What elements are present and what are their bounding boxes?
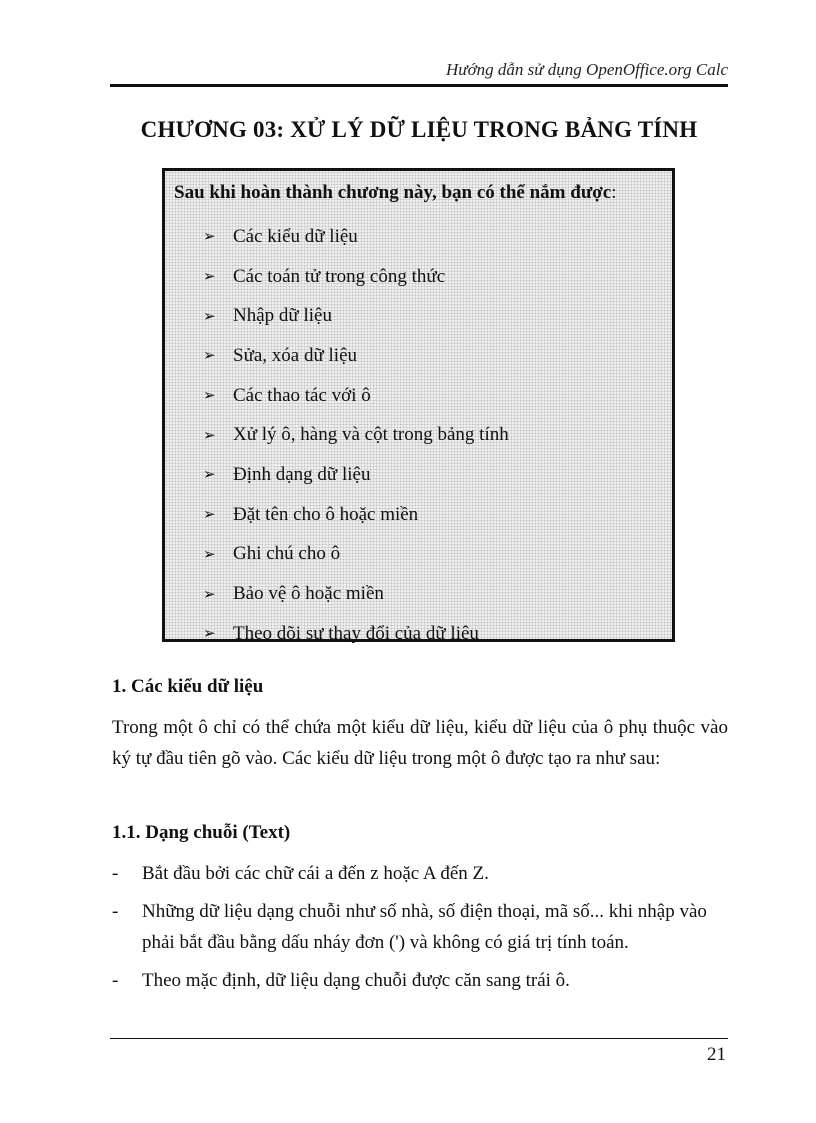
arrow-bullet-icon: ➢ [203,229,216,246]
objective-text: Đặt tên cho ô hoặc miền [233,503,419,525]
objective-item [203,257,509,297]
objective-item [203,296,509,336]
objective-item [203,535,509,575]
objectives-box [162,168,675,642]
objective-text: Nhập dữ liệu [233,305,332,327]
arrow-bullet-icon: ➢ [203,308,216,325]
bullet-item [112,965,728,996]
bullet-item [112,858,728,889]
objective-item [203,455,509,495]
page-number: 21 [707,1044,726,1065]
objective-text: Theo dõi sự thay đổi của dữ liệu [233,622,479,644]
section-paragraph: Trong một ô chỉ có thể chứa một kiểu dữ liệu, kiểu dữ liệu của ô phụ thuộc vào ký tự đầu tiên gõ vào. Các kiểu dữ liệu trong một ô được tạo ra như sau: [112,717,728,769]
arrow-bullet-icon: ➢ [203,388,216,405]
bullet-dash: - [112,863,119,884]
bullet-item [112,896,728,958]
footer-rule [110,1038,728,1039]
objectives-list [203,217,509,654]
objective-text: Xử lý ô, hàng và cột trong bảng tính [233,424,509,446]
objectives-intro-text: Sau khi hoàn thành chương này, bạn có thể nắm được [174,182,612,203]
subsection-heading: 1.1. Dạng chuỗi (Text) [112,822,291,843]
objectives-intro-colon: : [611,182,617,203]
arrow-bullet-icon: ➢ [203,348,216,365]
bullet-text: Những dữ liệu dạng chuỗi như số nhà, số điện thoại, mã số... khi nhập vào phải bắt đầu bằng dấu nháy đơn (') và không có giá trị tính toán. [142,901,707,953]
header-rule [110,84,728,87]
objective-text: Các toán tử trong công thức [233,265,446,287]
objective-item [203,336,509,376]
objective-text: Sửa, xóa dữ liệu [233,344,358,366]
objective-text: Bảo vệ ô hoặc miền [233,583,384,605]
arrow-bullet-icon: ➢ [203,507,216,524]
arrow-bullet-icon: ➢ [203,626,216,643]
bullet-text: Theo mặc định, dữ liệu dạng chuỗi được căn sang trái ô. [142,970,570,991]
objective-item [203,217,509,257]
text-type-bullets [112,858,728,1003]
objective-text: Các kiểu dữ liệu [233,225,358,247]
bullet-text: Bắt đầu bởi các chữ cái a đến z hoặc A đến Z. [142,863,489,884]
running-header: Hướng dẫn sử dụng OpenOffice.org Calc [446,60,728,79]
objectives-intro [174,182,616,204]
arrow-bullet-icon: ➢ [203,269,216,286]
arrow-bullet-icon: ➢ [203,546,216,563]
objective-item [203,574,509,614]
arrow-bullet-icon: ➢ [203,427,216,444]
objective-item [203,415,509,455]
chapter-title: CHƯƠNG 03: XỬ LÝ DỮ LIỆU TRONG BẢNG TÍNH [140,117,698,142]
bullet-dash: - [112,901,119,922]
objective-item [203,495,509,535]
bullet-dash: - [112,970,119,991]
objective-text: Ghi chú cho ô [233,543,341,565]
objective-item [203,614,509,654]
section-heading: 1. Các kiểu dữ liệu [112,676,264,697]
arrow-bullet-icon: ➢ [203,467,216,484]
arrow-bullet-icon: ➢ [203,586,216,603]
objective-text: Định dạng dữ liệu [233,463,371,485]
objective-item [203,376,509,416]
objective-text: Các thao tác với ô [233,384,371,406]
